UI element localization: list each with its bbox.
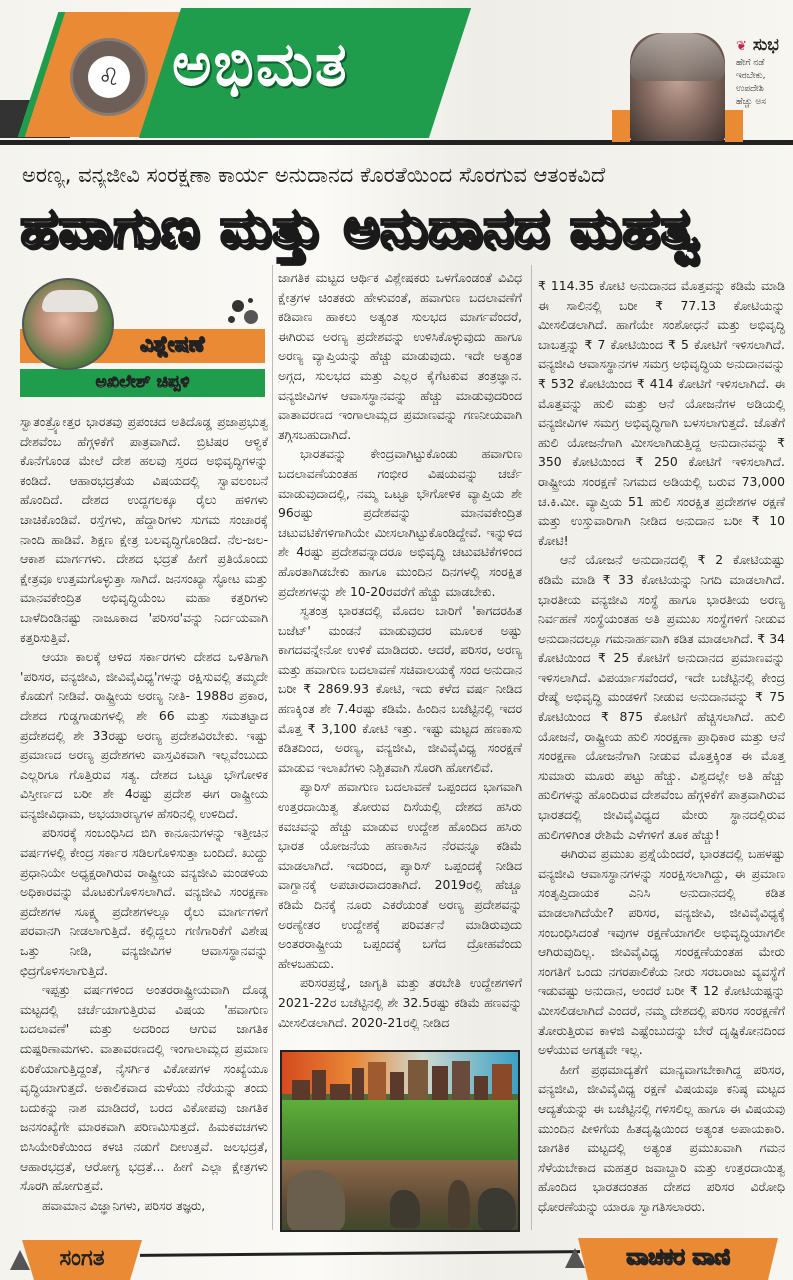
author-avatar bbox=[22, 278, 114, 370]
heart-icon: ❦ bbox=[736, 39, 747, 54]
paragraph: ಆಯಾ ಕಾಲಕ್ಕೆ ಆಳಿದ ಸರ್ಕಾರಗಳು ದೇಶದ ಒಳಿತಿಗಾಗಿ 'ಪರಿಸರ, ವನ್ಯಜೀವಿ, ಜೀವಿವೈವಿಧ್ಯ'ಗಳನ್ನು ರಕ್ಷಿಸುವಲ್ಲಿ ತಮ್ಮದೇ ಕೊಡುಗೆ ನೀಡಿವೆ. ರಾಷ್ಟ್ರೀಯ ಅರಣ್ಯ ನೀತಿ- 1988ರ ಪ್ರಕಾರ, ದೇಶದ ಗುಡ್ಡಗಾಡುಗಳಲ್ಲಿ ಶೇ 66 ಮತ್ತು ಸಮತಟ್ಟಾದ ಪ್ರದೇಶದಲ್ಲಿ ಶೇ 33ರಷ್ಟು ಅರಣ್ಯ ಪ್ರದೇಶವಿರಬೇಕು. ಇಷ್ಟು ಪ್ರಮಾಣದ ಅರಣ್ಯ ಪ್ರದೇಶಗಳು ವಾಸ್ತವಿಕವಾಗಿ ಇಲ್ಲವೆಂಬುದು ಎಲ್ಲರಿಗೂ ಗೊತ್ತಿರುವ ಸತ್ಯ. ದೇಶದ ಒಟ್ಟೂ ಭೌಗೋಳಿಕ ವಿಸ್ತೀರ್ಣದ ಬರೀ ಶೇ 4ರಷ್ಟು ಪ್ರದೇಶ ಈಗ ರಾಷ್ಟ್ರೀಯ ವನ್ಯಜೀವಿಧಾಮ, ಅಭಯಾರಣ್ಯಗಳ ಹೆಸರಿನಲ್ಲಿ ಉಳಿದಿದೆ. bbox=[20, 649, 268, 821]
promo-title: ಸುಭ bbox=[752, 35, 779, 55]
paragraph: ಸ್ವಾತಂತ್ರ್ಯೋತ್ತರ ಭಾರತವು ಪ್ರಪಂಚದ ಅತಿದೊಡ್ಡ ಪ್ರಜಾಪ್ರಭುತ್ವ ದೇಶವೆಂಬ ಹೆಗ್ಗಳಿಕೆಗೆ ಪಾತ್ರವಾಗಿದೆ. ಬ್ರಿಟಿಷರ ಆಳ್ವಿಕೆ ಕೊನೆಗೊಂಡ ಮೇಲೆ ದೇಶ ಹಲವು ಸ್ತರದ ಅಭಿವೃದ್ಧಿಗಳನ್ನು ಕಂಡಿದೆ. ಆಹಾರಭದ್ರತೆಯ ವಿಷಯದಲ್ಲಿ ಸ್ವಾವಲಂಬನೆ ಹೊಂದಿದೆ. ದೇಶದ ಉದ್ದಗಲಕ್ಕೂ ರೈಲು ಹಳಿಗಳು ಚಾಚಿಕೊಂಡಿವೆ. ರಸ್ತೆಗಳು, ಹೆದ್ದಾರಿಗಳು ಸುಗಮ ಸಂಚಾರಕ್ಕೆ ನಾಂದಿ ಹಾಡಿವೆ. ಶಿಕ್ಷಣ ಕ್ಷೇತ್ರ ಬಲವೃದ್ಧಿಗೊಂಡಿದೆ. ನೆಲ-ಜಲ-ಆಕಾಶ ಮಾರ್ಗಗಳು. ದೇಶದ ಭದ್ರತೆ ಹೀಗೆ ಪ್ರತಿಯೊಂದು ಕ್ಷೇತ್ರವೂ ಉತ್ತಮಗೊಳ್ಳುತ್ತಾ ಸಾಗಿದೆ. ಜನಸಂಖ್ಯಾ ಸ್ಫೋಟ ಮತ್ತು ಮಾನವಕೇಂದ್ರಿತ ಅಭಿವೃದ್ಧಿಯೆಂಬ ಮಹಾ ಕತ್ತರಿಗಳು ಬಾಳೆದಿಂಡಿನಷ್ಟು ನಾಜೂಕಾದ 'ಪರಿಸರ'ವನ್ನು ನಿರ್ದಯವಾಗಿ ಕತ್ತರಿಸುತ್ತಿವೆ. bbox=[20, 414, 268, 645]
paragraph: ಜಾಗತಿಕ ಮಟ್ಟದ ಆರ್ಥಿಕ ವಿಶ್ಲೇಷಕರು ಒಳಗೊಂಡಂತೆ ವಿವಿಧ ಕ್ಷೇತ್ರಗಳ ಚಿಂತಕರು ಹೇಳುವಂತೆ, ಹವಾಗುಣ ಬದಲಾವಣೆಗೆ ಕಡಿವಾಣ ಹಾಕಲು ಅತ್ಯಂತ ಸುಲಭದ ಮಾರ್ಗವೆಂದರೆ, ಈಗಿರುವ ಅರಣ್ಯ ಪ್ರದೇಶವನ್ನು ಉಳಿಸಿಕೊಳ್ಳುವುದು ಹಾಗೂ ಅರಣ್ಯ ವ್ಯಾಪ್ತಿಯನ್ನು ಹೆಚ್ಚು ಮಾಡುವುದು. ಇದೇ ಅತ್ಯಂತ ಅಗ್ಗದ, ಸುಲಭದ ಮತ್ತು ಎಲ್ಲರ ಕೈಗೆಟಕುವ ತಂತ್ರಜ್ಞಾನ. ವನ್ಯಜೀವಿಗಳ ಆವಾಸಸ್ಥಾನವನ್ನು ಹೆಚ್ಚು ಮಾಡುವುದರಿಂದ ವಾತಾವರಣದ ಇಂಗಾಲಾಮ್ಲದ ಪ್ರಮಾಣವನ್ನು ಗಣನೀಯವಾಗಿ ತಗ್ಗಿಸಬಹುದಾಗಿದೆ. bbox=[278, 270, 522, 442]
lion-emblem-icon: ♌ bbox=[70, 38, 148, 116]
article-kicker: ಅರಣ್ಯ, ವನ್ಯಜೀವಿ ಸಂರಕ್ಷಣಾ ಕಾರ್ಯ ಅನುದಾನದ ಕೊರತೆಯಿಂದ ಸೊರಗುವ ಆತಂಕವಿದೆ bbox=[22, 163, 606, 187]
elephant-icon bbox=[287, 1170, 345, 1232]
footer-tab-sangata[interactable]: ಸಂಗತ bbox=[59, 1246, 105, 1271]
section-title: ಅಭಿಮತ bbox=[172, 30, 349, 100]
article-column-2 bbox=[278, 268, 522, 1032]
article-illustration bbox=[280, 1050, 520, 1232]
paragraph: ಹೀಗೆ ಪ್ರಥಮಾದ್ಯತೆಗೆ ಮಾನ್ಯವಾಗಬೇಕಾಗಿದ್ದ ಪರಿಸರ, ವನ್ಯಜೀವಿ, ಜೀವಿವೈವಿಧ್ಯ ರಕ್ಷಣೆ ವಿಷಯವೂ ಕನಿಷ್ಠ ಮಟ್ಟದ ಆದ್ಯತೆಯನ್ನು ಈ ಬಜೆಟ್ಟಿನಲ್ಲಿ ಗಳಿಸಲಿಲ್ಲ ಹಾಗೂ ಈ ವಿಷಯವು ಮುಂದಿನ ಪೀಳಿಗೆಯ ಹಿತದೃಷ್ಟಿಯಿಂದ ಅತ್ಯಂತ ಅಪಾಯಕಾರಿ. ಜಾಗತಿಕ ಮಟ್ಟದಲ್ಲಿ ಅತ್ಯಂತ ಪ್ರಮುಖವಾಗಿ ಗಮನ ಸೆಳೆಯಬೇಕಾದ ಮಹತ್ತರ ಜವಾಬ್ದಾರಿ ಮತ್ತು ಉತ್ತರದಾಯಿತ್ವ ಹೊಂದಿದ ಭಾರತದಂತಹ ದೇಶದ ಪರಿಸರ ವಿರೋಧಿ ಧೋರಣೆಯನ್ನು ಯಾರೂ ಸ್ವಾಗತಿಸಲಾರರು. bbox=[538, 1061, 785, 1214]
paragraph: ಭಾರತವನ್ನು ಕೇಂದ್ರವಾಗಿಟ್ಟುಕೊಂಡು ಹವಾಗುಣ ಬದಲಾವಣೆಯಂತಹ ಗಂಭೀರ ವಿಷಯವನ್ನು ಚರ್ಚೆ ಮಾಡುವುದಾದಲ್ಲಿ, ನಮ್ಮ ಒಟ್ಟೂ ಭೌಗೋಳಿಕ ವ್ಯಾಪ್ತಿಯ ಶೇ 96ರಷ್ಟು ಪ್ರದೇಶವನ್ನು ಮಾನವಕೇಂದ್ರಿತ ಚಟುವಟಿಕೆಗಳಿಗಾಗಿಯೇ ಮೀಸಲಾಗಿಟ್ಟುಕೊಂಡಿದ್ದೇವೆ. ಇನ್ನುಳಿದ ಶೇ 4ರಷ್ಟು ಪ್ರದೇಶವನ್ನಾದರೂ ಅಭಿವೃದ್ಧಿ ಚಟುವಟಿಕೆಗಳಿಂದ ಹೊರತಾಗಿಡಬೇಕು ಹಾಗೂ ಮುಂದಿನ ದಿನಗಳಲ್ಲಿ ಸಂರಕ್ಷಿತ ಪ್ರದೇಶಗಳನ್ನು ಶೇ 10-20ರವರೆಗೆ ಹೆಚ್ಚು ಮಾಡಬೇಕು. bbox=[278, 446, 522, 599]
elephant-icon bbox=[390, 1190, 420, 1228]
promo-accent-right bbox=[725, 110, 743, 142]
elephant-icon bbox=[478, 1188, 516, 1230]
paragraph: ಆನೆ ಯೋಜನೆ ಅನುದಾನದಲ್ಲಿ ₹ 2 ಕೋಟಿಯಷ್ಟು ಕಡಿಮೆ ಮಾಡಿ ₹ 33 ಕೋಟಿಯನ್ನು ನಿಗದಿ ಮಾಡಲಾಗಿದೆ. ಭಾರತೀಯ ವನ್ಯಜೀವಿ ಸಂಸ್ಥೆ ಹಾಗೂ ಭಾರತೀಯ ಅರಣ್ಯ ನಿರ್ವಹಣೆ ಸಂಸ್ಥೆಯಂತಹ ಅತಿ ಪ್ರಮುಖ ಸಂಸ್ಥೆಗಳಿಗೆ ನೀಡುವ ಅನುದಾನದಲ್ಲೂ ಗಮನಾರ್ಹವಾಗಿ ಕಡಿತ ಮಾಡಲಾಗಿದೆ. ₹ 34 ಕೋಟಿಯಿಂದ ₹ 25 ಕೋಟಿಗೆ ಅನುದಾನದ ಪ್ರಮಾಣವನ್ನು ಇಳಿಸಲಾಗಿದೆ. ವಿಪರ್ಯಾಸವೆಂದರೆ, ಇದೇ ಬಜೆಟ್ಟಿನಲ್ಲಿ ಕೇಂದ್ರ ರೇಷ್ಮೆ ಅಭಿವೃದ್ಧಿ ಮಂಡಳಿಗೆ ನೀಡುವ ಅನುದಾನವನ್ನು ₹ 75 ಕೋಟಿಯಿಂದ ₹ 875 ಕೋಟಿಗೆ ಹೆಚ್ಚಿಸಲಾಗಿದೆ. ಹುಲಿ ಯೋಜನೆ, ರಾಷ್ಟ್ರೀಯ ಹುಲಿ ಸಂರಕ್ಷಣಾ ಪ್ರಾಧಿಕಾರ ಮತ್ತು ಆನೆ ಸಂರಕ್ಷಣಾ ಯೋಜನೆಗಾಗಿ ನೀಡುವ ಮೊತ್ತಕ್ಕಿಂತ ಈ ಮೊತ್ತ ಸುಮಾರು ಮೂರು ಪಟ್ಟು ಹೆಚ್ಚು. ವಿಶ್ವದಲ್ಲೇ ಅತಿ ಹೆಚ್ಚು ಹುಲಿಗಳನ್ನು ಹೊಂದಿರುವ ದೇಶವೆಂಬ ಹೆಗ್ಗಳಿಕೆಗೆ ಪಾತ್ರವಾಗಿರುವ ಭಾರತದಲ್ಲಿ ಜೀವಿವೈವಿಧ್ಯದ ಮೇರು ಸ್ಥಾನದಲ್ಲಿರುವ ಹುಲಿಗಳಿಗಿಂತ ರೇಶಿಮೆ ಎಳೆಗಳಿಗೆ ತೂಕ ಹೆಚ್ಚು! bbox=[538, 552, 785, 842]
paragraph: ಪರಿಸರಕ್ಕೆ ಸಂಬಂಧಿಸಿದ ಬಿಗಿ ಕಾನೂನುಗಳನ್ನು ಇತ್ತೀಚಿನ ವರ್ಷಗಳಲ್ಲಿ ಕೇಂದ್ರ ಸರ್ಕಾರ ಸಡಿಲಗೊಳಿಸುತ್ತಾ ಬಂದಿದೆ. ಖುದ್ದು ಪ್ರಧಾನಿಯೇ ಅಧ್ಯಕ್ಷರಾಗಿರುವ ರಾಷ್ಟ್ರೀಯ ವನ್ಯಜೀವಿ ಮಂಡಳಿಯ ಅಧಿಕಾರವನ್ನು ಮೊಟಕುಗೊಳಿಸಲಾಗಿದೆ. ವನ್ಯಜೀವಿ ಸಂರಕ್ಷಣಾ ಪ್ರದೇಶಗಳ ಸೂಕ್ಷ್ಮ ಪ್ರದೇಶಗಳಲ್ಲೂ ರೈಲು ಮಾರ್ಗಗಳಿಗೆ ಪರವಾನಗಿ ನೀಡಲಾಗುತ್ತಿದೆ. ಕಲ್ಲಿದ್ದಲು ಗಣಿಗಾರಿಕೆಗೆ ವಿಶೇಷ ಒತ್ತು ನೀಡಿ, ವನ್ಯಜೀವಿಗಳ ಆವಾಸಸ್ಥಾನವನ್ನು ಛಿದ್ರಗೊಳಿಸಲಾಗುತ್ತಿದೆ. bbox=[20, 825, 268, 978]
column-label: ವಿಶ್ಲೇಷಣೆ bbox=[140, 332, 205, 356]
promo-accent-left bbox=[612, 110, 630, 142]
promo-line: ಹೆಚ್ಚು ಅಸ bbox=[736, 97, 767, 107]
footer-tab-readers-voice[interactable]: ವಾಚಕರ ವಾಣಿ bbox=[626, 1245, 730, 1270]
footer-rule bbox=[140, 1250, 580, 1257]
paragraph: ಹವಾಮಾನ ವಿಜ್ಞಾನಿಗಳು, ಪರಿಸರ ತಜ್ಞರು, bbox=[42, 1197, 206, 1213]
paragraph: ಪರಿಸರಪ್ರಜ್ಞೆ, ಜಾಗೃತಿ ಮತ್ತು ತರಬೇತಿ ಉದ್ದೇಶಗಳಿಗೆ 2021-22ರ ಬಜೆಟ್ಟಿನಲ್ಲಿ ಶೇ 32.5ರಷ್ಟು ಕಡಿಮೆ ಹಣವನ್ನು ಮೀಸಲಿಡಲಾಗಿದೆ. 2020-21ರಲ್ಲಿ ನೀಡಿದ bbox=[278, 975, 522, 1030]
paragraph: ಪ್ಯಾರಿಸ್ ಹವಾಗುಣ ಬದಲಾವಣೆ ಒಪ್ಪಂದದ ಭಾಗವಾಗಿ ಉತ್ತರದಾಯಿತ್ವ ತೋರುವ ದಿಸೆಯಲ್ಲಿ ದೇಶದ ಹಸಿರು ಕವಚವನ್ನು ಹೆಚ್ಚು ಮಾಡುವ ಉದ್ದೇಶ ಹೊಂದಿದ ಹಸಿರು ಭಾರತ ಯೋಜನೆಯ ಹಣಕಾಸಿನ ನೆರವನ್ನೂ ಕಡಿಮೆ ಮಾಡಲಾಗಿದೆ. ಇದರಿಂದ, ಪ್ಯಾರಿಸ್ ಒಪ್ಪಂದಕ್ಕೆ ನೀಡಿದ ವಾಗ್ದಾನಕ್ಕೆ ಅಪಚಾರವಾದಂತಾಗಿದೆ. 2019ರಲ್ಲಿ ಹೆಚ್ಚೂ ಕಡಿಮೆ ದಿನಕ್ಕೆ ನೂರು ಎಕರೆಯಂತೆ ಅರಣ್ಯ ಪ್ರದೇಶವನ್ನು ಅರಣ್ಯೇತರ ಉದ್ದೇಶಕ್ಕೆ ಪರಿವರ್ತನೆ ಮಾಡಿರುವುದು ಅಂತರರಾಷ್ಟ್ರೀಯ ಒಪ್ಪಂದಕ್ಕೆ ಬಗೆದ ದ್ರೋಹವೆಂದು ಹೇಳಬಹುದು. bbox=[278, 779, 522, 971]
paragraph: ಇಪ್ಪತ್ತು ವರ್ಷಗಳಿಂದ ಅಂತರರಾಷ್ಟ್ರೀಯವಾಗಿ ದೊಡ್ಡ ಮಟ್ಟದಲ್ಲಿ ಚರ್ಚೆಯಾಗುತ್ತಿರುವ ವಿಷಯ 'ಹವಾಗುಣ ಬದಲಾವಣೆ' ಮತ್ತು ಅದರಿಂದ ಆಗುವ ಜಾಗತಿಕ ದುಷ್ಪರಿಣಾಮಗಳು. ವಾತಾವರಣದಲ್ಲಿ ಇಂಗಾಲಾಮ್ಲದ ಪ್ರಮಾಣ ಏರಿಕೆಯಾಗುತ್ತಿದ್ದಂತೆ, ನೈಸರ್ಗಿಕ ವಿಕೋಪಗಳ ಸಂಖ್ಯೆಯೂ ವೃದ್ಧಿಯಾಗುತ್ತದೆ. ಅಕಾಲಿಕವಾದ ಮಳೆಯು ನೆರೆಯನ್ನು ತಂದು ಬದುಕನ್ನು ನಾಶ ಮಾಡಿದರೆ, ಬರದ ವಿಕೋಪವು ಜಾಗತಿಕ ಜನಸಂಖ್ಯೆಗೇ ಮಾರಕವಾಗಿ ಪರಿಣಮಿಸುತ್ತದೆ. ಹಿಮಕವಚಗಳು ಬಿಸಿಯೇರಿಕೆಯಿಂದ ಕಳಚಿ ನಡುಗೆ ದೀಉತ್ತವೆ. ಜಲಭದ್ರತೆ, ಆಹಾರಭದ್ರತೆ, ಆರೋಗ್ಯ ಭದ್ರತೆ... ಹೀಗೆ ಎಲ್ಲಾ ಕ್ಷೇತ್ರಗಳು ಸೊರಗಿ ಹೋಗುತ್ತವೆ. bbox=[20, 982, 268, 1194]
paragraph: ಈಗಿರುವ ಪ್ರಮುಖ ಪ್ರಶ್ನೆಯೆಂದರೆ, ಭಾರತದಲ್ಲಿ ಬಹಳಷ್ಟು ವನ್ಯಜೀವಿ ಆವಾಸಸ್ಥಾನಗಳನ್ನು ಸಂರಕ್ಷಿಸಲಾಗಿದ್ದು, ಈ ಪ್ರಮಾಣ ಸಂತೃಪ್ತಿದಾಯಕ ಎನಿಸಿ ಅನುದಾನದಲ್ಲಿ ಕಡಿತ ಮಾಡಲಾಗಿದೆಯೇ? ಪರಿಸರ, ವನ್ಯಜೀವಿ, ಜೀವಿವೈವಿಧ್ಯಕ್ಕೆ ಸಂಬಂಧಿಸಿದಂತೆ ಇವುಗಳ ರಕ್ಷಣೆಯಾಗಲೀ ಅಭಿವೃದ್ಧಿಯಾಗಲೀ ಆಗಿರುವುದಿಲ್ಲ. ಜೀವಿವೈವಿಧ್ಯ ಸಂರಕ್ಷಣೆಯಂತಹ ಮೇರು ಸಂಗತಿಗೆ ಒಂದು ನಗರಪಾಲಿಕೆಯ ನೀರು ಸರಬರಾಜು ವ್ಯವಸ್ಥೆಗೆ ಇಡುವಷ್ಟು ಅನುದಾನ, ಅಂದರೆ ಬರೀ ₹ 12 ಕೋಟಿಯಷ್ಟನ್ನು ಮೀಸಲಿಡಲಾಗಿದೆ ಎಂದರೆ, ನಮ್ಮ ದೇಶದಲ್ಲಿ ಪರಿಸರ ಸಂರಕ್ಷಣೆಗೆ ತೋರುತ್ತಿರುವ ಕಾಳಜಿ ಎಷ್ಟೆಂಬುದನ್ನು ಬೇರೆ ದೃಷ್ಟಿಕೋನದಿಂದ ಅಳೆಯುವ ಅಗತ್ಯವೇ ಇಲ್ಲ. bbox=[538, 846, 785, 1058]
masthead bbox=[0, 0, 793, 145]
column-divider bbox=[531, 265, 532, 1230]
column-divider bbox=[272, 265, 273, 1230]
article-headline: ಹವಾಗುಣ ಮತ್ತು ಅನುದಾನದ ಮಹತ್ವ bbox=[20, 196, 700, 259]
article-column-1 bbox=[20, 412, 268, 1215]
promo-portrait bbox=[630, 33, 725, 141]
article-column-3 bbox=[538, 276, 785, 1217]
promo-teaser[interactable] bbox=[736, 35, 793, 109]
paragraph: ₹ 114.35 ಕೋಟಿ ಅನುದಾನದ ಮೊತ್ತವನ್ನು ಕಡಿಮೆ ಮಾಡಿ ಈ ಸಾಲಿನಲ್ಲಿ ಬರೀ ₹ 77.13 ಕೋಟಿಯನ್ನು ಮೀಸಲಿಡಲಾಗಿದೆ. ಹಾಗೆಯೇ ಸಂಶೋಧನೆ ಮತ್ತು ಅಭಿವೃದ್ಧಿ ಬಾಬತ್ತನ್ನು ₹ 7 ಕೋಟಿಯಿಂದ ₹ 5 ಕೋಟಿಗೆ ಇಳಿಸಲಾಗಿದೆ. ವನ್ಯಜೀವಿ ಆವಾಸಸ್ಥಾನಗಳ ಸಮಗ್ರ ಅಭಿವೃದ್ಧಿಯ ಅನುದಾನವನ್ನು ₹ 532 ಕೋಟಿಯಿಂದ ₹ 414 ಕೋಟಿಗೆ ಇಳಿಸಲಾಗಿದೆ. ಈ ಮೊತ್ತವನ್ನು ಹುಲಿ ಮತ್ತು ಆನೆ ಯೋಜನೆಗಳ ಅಡಿಯಲ್ಲಿ ವನ್ಯಜೀವಿಗಳ ಸಮಗ್ರ ಅಭಿವೃದ್ಧಿಗಾಗಿ ಬಳಸಲಾಗುತ್ತದೆ. ಜೊತೆಗೆ ಹುಲಿ ಯೋಜನೆಗಾಗಿ ಮೀಸಲಾಗಿಡುತ್ತಿದ್ದ ಅನುದಾನವನ್ನು ₹ 350 ಕೋಟಿಯಿಂದ ₹ 250 ಕೋಟಿಗೆ ಇಳಿಸಲಾಗಿದೆ. ರಾಷ್ಟ್ರೀಯ ಸಂರಕ್ಷಣೆ ನಿಗಮದ ಅಡಿಯಲ್ಲಿ ಬರುವ 73,000 ಚ.ಕಿ.ಮೀ. ವ್ಯಾಪ್ತಿಯ 51 ಹುಲಿ ಸಂರಕ್ಷಿತ ಪ್ರದೇಶಗಳ ರಕ್ಷಣೆ ಮತ್ತು ಉಸ್ತುವಾರಿಗಾಗಿ ನೀಡಿದ ಅನುದಾನ ಬರೀ ₹ 10 ಕೋಟಿ! bbox=[538, 278, 785, 548]
promo-line: ಇರಬೇಕು, bbox=[736, 71, 766, 81]
promo-line: ಉಪದೇಶಿ bbox=[736, 84, 764, 94]
elephant-icon bbox=[448, 1180, 470, 1228]
paragraph: ಸ್ವತಂತ್ರ ಭಾರತದಲ್ಲಿ ಮೊದಲ ಬಾರಿಗೆ 'ಕಾಗದರಹಿತ ಬಜೆಟ್' ಮಂಡನೆ ಮಾಡುವುದರ ಮೂಲಕ ಅಷ್ಟು ಕಾಗದವನ್ನೇನೋ ಉಳಿಕೆ ಮಾಡಿದರು. ಆದರೆ, ಪರಿಸರ, ಅರಣ್ಯ ಮತ್ತು ಹವಾಗುಣ ಬದಲಾವಣೆ ಸಚಿವಾಲಯಕ್ಕೆ ಸಂದ ಅನುದಾನ ಬರೀ ₹ 2869.93 ಕೋಟಿ, ಇದು ಕಳೆದ ವರ್ಷ ನೀಡಿದ ಹಣಕ್ಕಿಂತ ಶೇ 7.4ರಷ್ಟು ಕಡಿಮೆ. ಹಿಂದಿನ ಬಜೆಟ್ಟಿನಲ್ಲಿ ಇದರ ಮೊತ್ತ ₹ 3,100 ಕೋಟಿ ಇತ್ತು. ಇಷ್ಟು ಮಟ್ಟದ ಹಣಕಾಸು ಕಡಿತದಿಂದ, ಅರಣ್ಯ, ವನ್ಯಜೀವಿ, ಜೀವಿವೈವಿಧ್ಯ ಸಂರಕ್ಷಣೆ ಮಾಡುವ ಇಲಾಖೆಗಳು ನಿಶ್ಚಿತವಾಗಿ ಸೊರಗಿ ಹೋಗಲಿವೆ. bbox=[278, 603, 522, 775]
promo-line: ಹೇಗೆ ನಡೆ bbox=[736, 58, 765, 68]
author-name: ಅಖಿಲೇಶ್ ಚಿಪ್ಪಳಿ bbox=[95, 372, 190, 392]
